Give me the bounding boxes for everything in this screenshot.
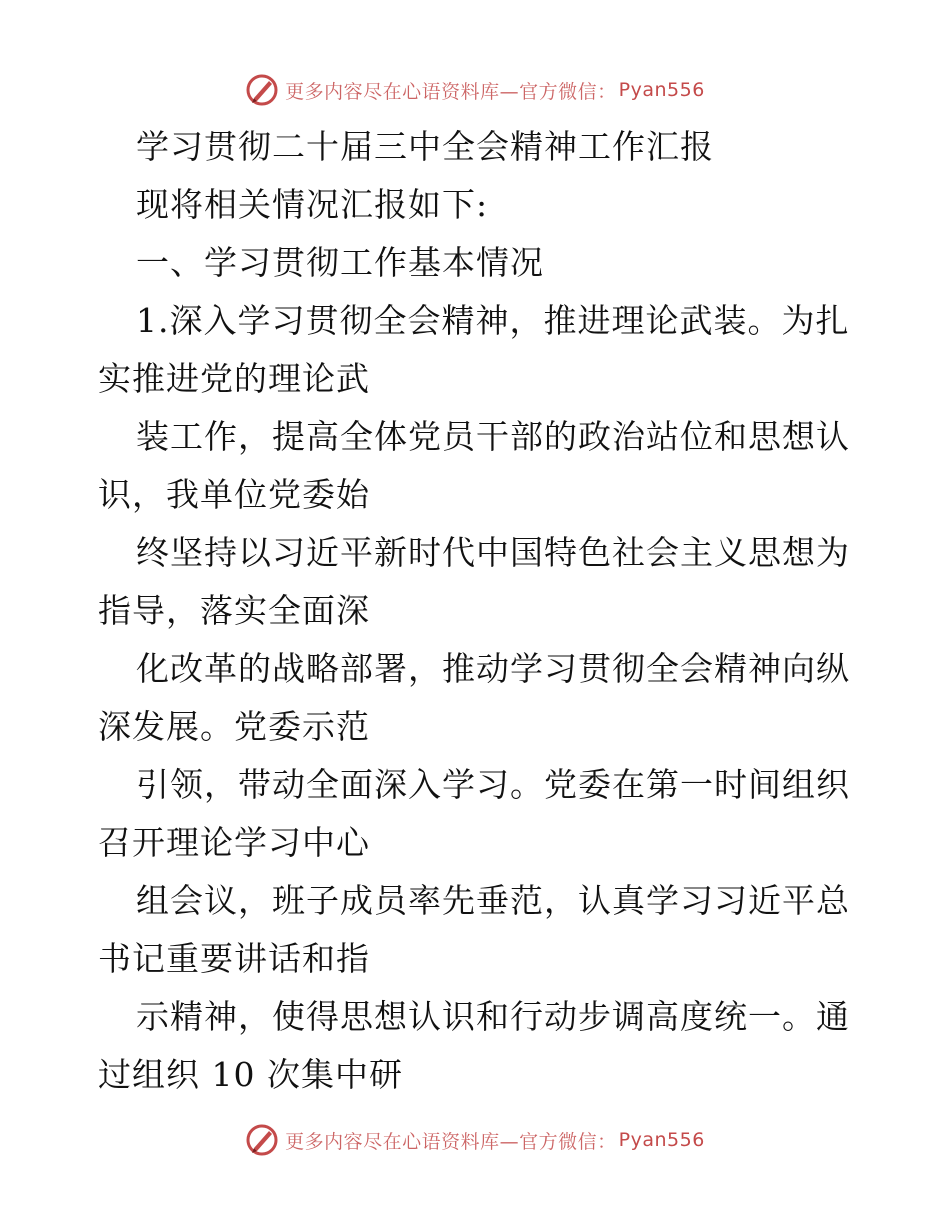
- watermark-wechat-id: Pyan556: [618, 1129, 705, 1151]
- document-line: 装工作，提高全体党员干部的政治站位和思想认: [136, 417, 850, 456]
- document-line: 书记重要讲话和指: [98, 939, 370, 978]
- header-watermark: [0, 70, 950, 110]
- document-line: 终坚持以习近平新时代中国特色社会主义思想为: [136, 533, 850, 572]
- document-line: 示精神，使得思想认识和行动步调高度统一。通: [136, 997, 850, 1036]
- document-title: 学习贯彻二十届三中全会精神工作汇报: [136, 127, 714, 166]
- document-line: 识，我单位党委始: [98, 475, 370, 514]
- document-line: 1.深入学习贯彻全会精神，推进理论武装。为扎: [136, 301, 850, 340]
- watermark-wechat-id: Pyan556: [618, 79, 705, 101]
- document-line: 现将相关情况汇报如下:: [136, 185, 489, 224]
- section-heading: 一、学习贯彻工作基本情况: [136, 243, 544, 282]
- document-line: 指导，落实全面深: [98, 591, 370, 630]
- pen-logo-icon: [245, 1123, 279, 1157]
- document-line: 深发展。党委示范: [98, 707, 370, 746]
- watermark-text: 更多内容尽在心语资料库—官方微信：: [285, 80, 617, 103]
- document-line: 过组织 10 次集中研: [98, 1055, 403, 1094]
- document-line: 引领，带动全面深入学习。党委在第一时间组织: [136, 765, 850, 804]
- pen-logo-icon: [245, 73, 279, 107]
- document-line: 组会议，班子成员率先垂范，认真学习习近平总: [136, 881, 850, 920]
- document-line: 召开理论学习中心: [98, 823, 370, 862]
- document-body: [98, 118, 858, 1104]
- footer-watermark: [0, 1120, 950, 1160]
- document-line: 实推进党的理论武: [98, 359, 370, 398]
- document-line: 化改革的战略部署，推动学习贯彻全会精神向纵: [136, 649, 850, 688]
- watermark-text: 更多内容尽在心语资料库—官方微信：: [285, 1130, 617, 1153]
